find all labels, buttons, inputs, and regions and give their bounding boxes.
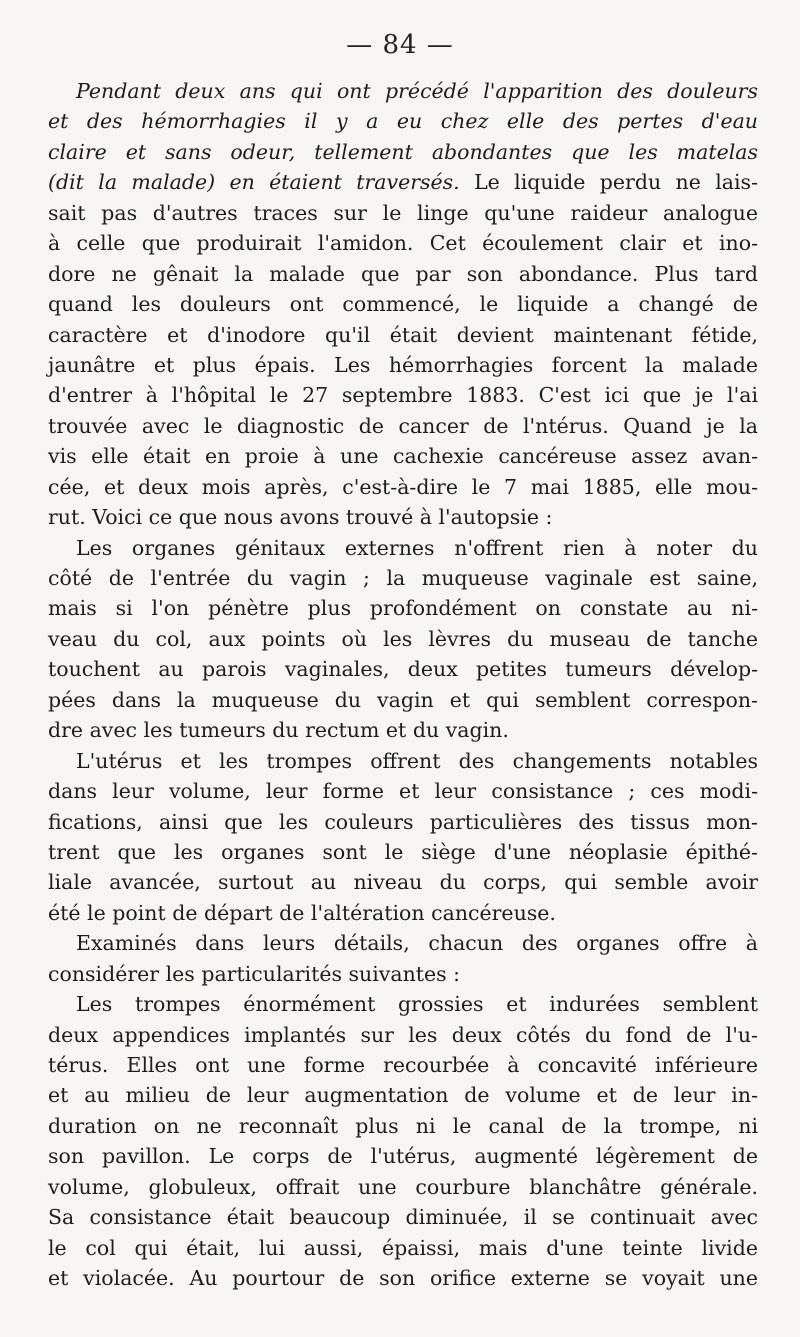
text-line: d'entrer à l'hôpital le 27 septembre 1883. C'est ici que je l'ai (48, 383, 758, 408)
body-text (48, 76, 758, 1294)
text-line: duration on ne reconnaît plus ni le canal de la trompe, ni (48, 1113, 758, 1138)
text-line: Les trompes énormément grossies et indurées semblent (76, 992, 758, 1017)
text-line: dore ne gênait la malade que par son abondance. Plus tard (48, 261, 758, 286)
text-line: mais si l'on pénètre plus profondément on constate au ni- (48, 596, 758, 621)
text-line: vis elle était en proie à une cachexie cancéreuse assez avan- (48, 444, 758, 469)
text-line: considérer les particularités suivantes : (48, 961, 461, 986)
text-line: (dit la malade) en étaient traversés. Le liquide perdu ne lais- (48, 170, 758, 195)
text-line: touchent au parois vaginales, deux petites tumeurs dévelop- (48, 657, 758, 682)
text-line: caractère et d'inodore qu'il était devient maintenant fétide, (48, 322, 758, 347)
text-line: cée, et deux mois après, c'est-à-dire le 7 mai 1885, elle mou- (48, 474, 758, 499)
text-line: côté de l'entrée du vagin ; la muqueuse vaginale est saine, (48, 566, 758, 590)
text-line: jaunâtre et plus épais. Les hémorrhagies forcent la malade (48, 352, 758, 377)
text-line: fications, ainsi que les couleurs particulières des tissus mon- (48, 809, 758, 834)
text-line: Les organes génitaux externes n'offrent rien à noter du (76, 535, 758, 560)
text-line: veau du col, aux points où les lèvres du museau de tanche (48, 626, 758, 651)
text-line: L'utérus et les trompes offrent des changements notables (76, 748, 758, 773)
text-line: trouvée avec le diagnostic de cancer de l'ntérus. Quand je la (48, 413, 758, 438)
text-line: dans leur volume, leur forme et leur consistance ; ces modi- (48, 779, 758, 804)
text-line: le col qui était, lui aussi, épaissi, mais d'une teinte livide (48, 1235, 758, 1260)
text-line: quand les douleurs ont commencé, le liquide a changé de (48, 292, 758, 317)
text-line: et violacée. Au pourtour de son orifice externe se voyait une (48, 1266, 758, 1291)
page-number: — 84 — (346, 30, 454, 60)
text-line: pées dans la muqueuse du vagin et qui semblent correspon- (48, 687, 758, 712)
text-line: rut. Voici ce que nous avons trouvé à l'autopsie : (48, 505, 553, 530)
text-line: térus. Elles ont une forme recourbée à concavité inférieure (48, 1053, 758, 1077)
text-line: son pavillon. Le corps de l'utérus, augmenté légèrement de (48, 1144, 758, 1169)
text-line: Examinés dans leurs détails, chacun des organes offre à (76, 931, 758, 956)
text-line: deux appendices implantés sur les deux côtés du fond de l'u- (48, 1022, 758, 1047)
text-line: Sa consistance était beaucoup diminuée, il se continuait avec (48, 1205, 758, 1230)
text-line: et des hémorrhagies il y a eu chez elle des pertes d'eau (48, 109, 758, 134)
text-line: liale avancée, surtout au niveau du corps, qui semble avoir (48, 870, 758, 895)
text-line: claire et sans odeur, tellement abondantes que les matelas (48, 139, 758, 164)
text-line: sait pas d'autres traces sur le linge qu'une raideur analogue (48, 200, 758, 225)
text-line: à celle que produirait l'amidon. Cet écoulement clair et ino- (48, 231, 758, 256)
text-line: volume, globuleux, offrait une courbure blanchâtre générale. (48, 1174, 758, 1199)
text-line: été le point de départ de l'altération cancéreuse. (48, 900, 556, 925)
text-line: trent que les organes sont le siège d'une néoplasie épithé- (48, 839, 758, 864)
text-line: dre avec les tumeurs du rectum et du vagin. (48, 718, 509, 743)
text-line: Pendant deux ans qui ont précédé l'apparition des douleurs (76, 79, 758, 103)
text-line: et au milieu de leur augmentation de volume et de leur in- (48, 1083, 758, 1108)
